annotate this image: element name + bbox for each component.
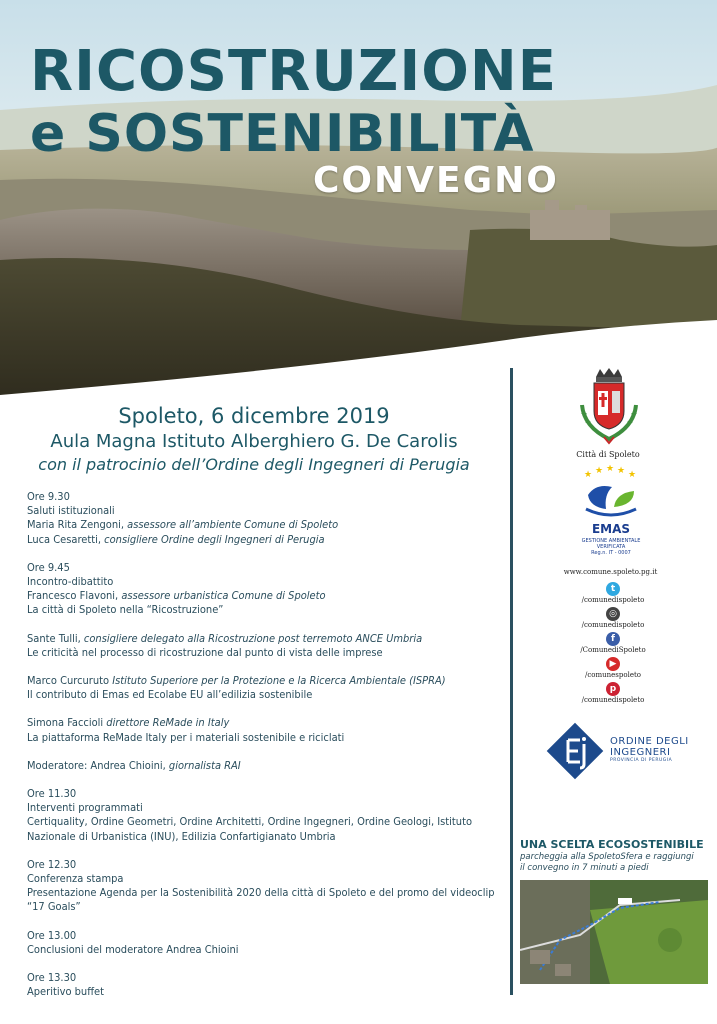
social-handle: /comunedispoleto [581,621,645,629]
program-text: Aperitivo buffet [27,985,104,999]
speaker-role: Istituto Superiore per la Protezione e la Ricerca Ambientale (ISPRA) [112,674,446,688]
program-block [27,674,507,702]
speaker-name: Francesco Flavoni, [27,589,122,603]
emas-logo-icon [576,465,646,521]
svg-text:★: ★ [584,470,593,480]
event-venue: Aula Magna Istituto Alberghiero G. De Carolis [50,431,458,452]
hero-photo [0,0,717,400]
ordine-line2: INGEGNERI [610,747,671,758]
city-crest-icon [574,365,644,449]
website-link[interactable]: www.comune.spoleto.pg.it [563,568,658,576]
program-title: Conferenza stampa [27,872,124,886]
program-block [27,929,507,957]
program [27,490,507,1013]
emas-label: EMAS [591,522,631,536]
ordine-ingegneri-logo-icon [546,722,604,780]
talk-topic: Le criticità nel processo di ricostruzione dal punto di vista delle imprese [27,645,383,659]
program-title: Interventi programmati [27,801,143,815]
emas-sub-line2: VERIFICATA [596,544,626,550]
svg-text:★: ★ [606,465,615,474]
program-text: Presentazione Agenda per la Sostenibilità 2020 della città di Spoleto e del promo del videoclip “17 Goals” [27,886,495,914]
program-time: Ore 13.00 [27,928,77,942]
program-block [27,759,507,773]
speaker-role: assessore urbanistica Comune di Spoleto [121,589,326,603]
speaker-line [27,632,507,646]
talk-topic: La città di Spoleto nella “Ricostruzione” [27,603,224,617]
speaker-name: Maria Rita Zengoni, [27,518,128,532]
speaker-role: consigliere Ordine degli Ingegneri di Perugia [104,532,325,546]
program-text: Certiquality, Ordine Geometri, Ordine Architetti, Ordine Ingegneri, Ordine Geologi, Istituto Nazionale di Urbanistica (INU), Edilizia Confartigianato Umbria [27,815,473,843]
ordine-line3: PROVINCIA DI PERUGIA [610,758,673,763]
twitter-icon: t [606,582,620,596]
svg-text:★: ★ [628,470,637,480]
facebook-icon: f [606,632,620,646]
program-block [27,490,507,547]
ordine-text [610,736,689,763]
walking-route-map[interactable] [520,880,708,984]
social-instagram[interactable] [573,607,653,629]
speaker-line [27,589,507,603]
moderator-line [27,759,507,773]
program-time: Ore 13.30 [27,971,77,985]
title-line-1: RICOSTRUZIONE [30,39,557,104]
speaker-role: consigliere delegato alla Ricostruzione post terremoto ANCE Umbria [83,631,423,645]
map-image [520,880,708,984]
program-block [27,716,507,744]
svg-text:★: ★ [617,466,626,476]
social-handle: /comunedispoleto [581,596,645,604]
program-text: Conclusioni del moderatore Andrea Chioini [27,942,239,956]
instagram-icon: ◎ [606,607,620,621]
speaker-line [27,533,507,547]
program-title: Saluti istituzionali [27,504,115,518]
social-handle: /comunedispoleto [581,696,645,704]
speaker-line [27,716,507,730]
event-patronage: con il patrocinio dell’Ordine degli Ingegneri di Perugia [38,455,470,474]
emas-reg: Reg.n. IT - 0007 [591,550,631,556]
eco-line2: il convegno in 7 minuti a piedi [520,863,649,873]
title-convegno: CONVEGNO [313,160,559,201]
social-handle: /comunespoleto [585,671,641,679]
speaker-role: direttore ReMade in Italy [106,716,230,730]
program-block [27,787,507,844]
program-block [27,971,507,999]
event-date: Spoleto, 6 dicembre 2019 [118,404,390,428]
program-time: Ore 12.30 [27,857,77,871]
moderator-name: Moderatore: Andrea Chioini, [27,758,169,772]
city-name: Città di Spoleto [576,450,640,459]
speaker-role: assessore all’ambiente Comune di Spoleto [127,518,339,532]
speaker-line [27,518,507,532]
program-time: Ore 9.45 [27,560,70,574]
emas-sub-line1: GESTIONE AMBIENTALE [581,538,641,544]
social-twitter[interactable] [573,582,653,604]
program-time: Ore 9.30 [27,490,70,503]
program-block [27,858,507,915]
talk-topic: La piattaforma ReMade Italy per i materiali sostenibile e riciclati [27,730,345,744]
youtube-icon: ▶ [606,657,620,671]
speaker-name: Marco Curcuruto [27,674,113,688]
vertical-divider [510,368,513,995]
ordine-line1: ORDINE DEGLI [610,736,689,747]
speaker-name: Simona Faccioli [27,716,107,730]
event-header [0,402,508,476]
pinterest-icon: p [606,682,620,696]
title-line-2: e SOSTENIBILITÀ [30,104,535,164]
moderator-role: giornalista RAI [168,758,241,772]
social-pinterest[interactable] [573,682,653,704]
svg-text:★: ★ [595,466,604,476]
eco-title: UNA SCELTA ECOSOSTENIBILE [520,838,704,851]
eco-note [520,838,710,874]
social-handle: /ComunediSpoleto [580,646,646,654]
emas-subtitle [566,538,656,556]
speaker-name: Luca Cesaretti, [27,532,105,546]
speaker-name: Sante Tulli, [27,631,84,645]
program-block [27,632,507,660]
speaker-line [27,674,507,688]
social-facebook[interactable] [573,632,653,654]
program-time: Ore 11.30 [27,787,77,801]
program-block [27,561,507,618]
eco-line1: parcheggia alla SpoletoSfera e raggiungi [520,852,694,862]
talk-topic: Il contributo di Emas ed Ecolabe EU all’edilizia sostenibile [27,688,313,702]
program-title: Incontro-dibattito [27,575,114,589]
social-youtube[interactable] [573,657,653,679]
